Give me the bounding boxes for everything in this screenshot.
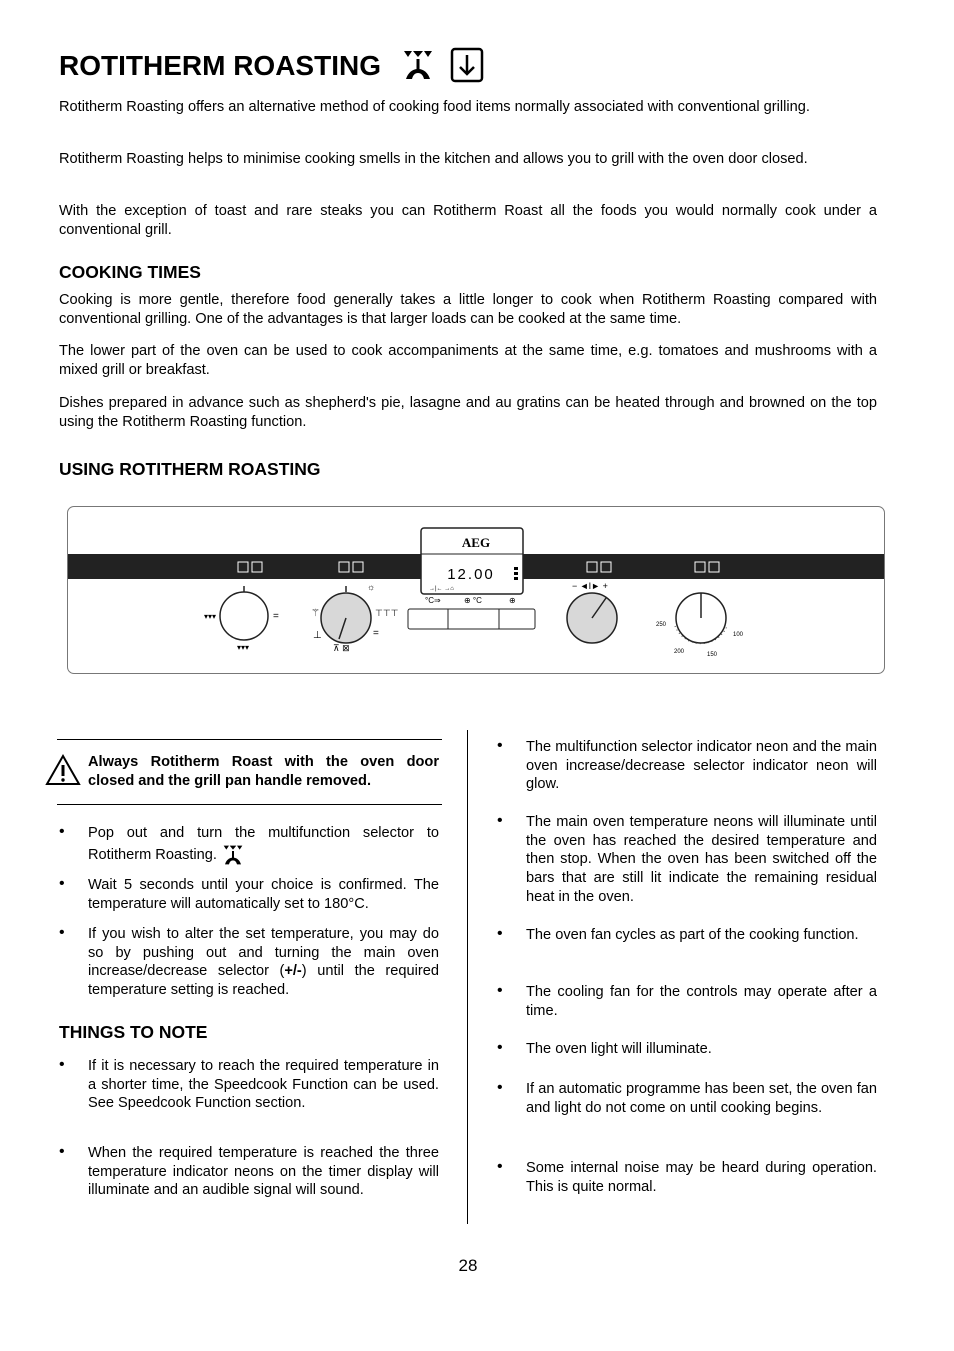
rotitherm-fan-grill-icon (221, 843, 245, 867)
column-divider (467, 730, 468, 1224)
list-item: • If it is necessary to reach the required temperature in a shorter time, the Speedcook Function can be used. See Speedcook Function section. (59, 1056, 439, 1112)
svg-text:=: = (373, 628, 379, 639)
list-item: • The oven fan cycles as part of the cooking function. (497, 925, 859, 943)
svg-text:☼: ☼ (367, 582, 376, 592)
control-panel-drawing (67, 506, 885, 674)
list-item: • The oven light will illuminate. (497, 1039, 712, 1057)
svg-text:⊕ °C: ⊕ °C (464, 596, 482, 605)
svg-text:⚚: ⚚ (311, 608, 320, 619)
list-item: • Pop out and turn the multifunction selector to Rotitherm Roasting. (88, 824, 439, 867)
plus-minus-label: − ◄I► + (572, 581, 608, 591)
intro-paragraph: Rotitherm Roasting helps to minimise cooking smells in the kitchen and allows you to grill with the oven door closed. (59, 151, 808, 167)
down-arrow-box-icon (450, 47, 484, 83)
page-title: ROTITHERM ROASTING (59, 50, 381, 81)
list-item: • When the required temperature is reached the three temperature indicator neons on the timer display will illuminate and an audible signal will sound. (59, 1143, 439, 1199)
list-item: • The cooling fan for the controls may operate after a time. (497, 982, 877, 1019)
svg-text:°C⇒: °C⇒ (425, 596, 441, 605)
warning-text: Always Rotitherm Roast with the oven door closed and the grill pan handle removed. (88, 754, 439, 789)
rotitherm-fan-grill-icon (400, 47, 436, 83)
cooking-times-paragraph: Cooking is more gentle, therefore food generally takes a little longer to cook when Rotitherm Roasting compared with conventional grilling. One of the advantages is that larger loads can be cooked at the same time. (59, 292, 877, 327)
svg-text:▾▾▾: ▾▾▾ (204, 612, 217, 621)
oven-control-panel-illustration (67, 506, 885, 674)
list-item: • If an automatic programme has been set, the oven fan and light do not come on until cooking begins. (497, 1079, 877, 1116)
display-time: 12.00 (447, 566, 495, 583)
dial-label-200: 200 (674, 649, 685, 655)
warning-box (57, 739, 442, 805)
cooking-times-paragraph: Dishes prepared in advance such as shepherd's pie, lasagne and au gratins can be heated through and browned on the top using the Rotitherm Roasting function. (59, 395, 877, 430)
list-item: • The main oven temperature neons will illuminate until the oven has reached the desired temperature and then stop. When the oven has been switched off the bars that are still lit indicate the remaining residual heat in the oven. (497, 812, 877, 905)
intro-paragraph: Rotitherm Roasting offers an alternative method of cooking food items normally associated with conventional grilling. (59, 99, 810, 115)
list-item: • Wait 5 seconds until your choice is confirmed. The temperature will automatically set to 180°C. (59, 875, 439, 912)
warning-triangle-icon (45, 754, 81, 786)
svg-text:°C: °C (410, 582, 416, 588)
dial-label-150: 150 (707, 652, 718, 658)
svg-text:▾▾▾: ▾▾▾ (237, 643, 250, 652)
cooking-times-paragraph: The lower part of the oven can be used to cook accompaniments at the same time, e.g. tomatoes and mushrooms with a mixed grill or breakfast. (59, 343, 877, 378)
brand-logo: AEG (461, 535, 491, 550)
title-icons (400, 47, 484, 83)
section-heading-cooking-times: COOKING TIMES (59, 262, 201, 282)
svg-text:⊥: ⊥ (313, 630, 322, 641)
list-item: • Some internal noise may be heard during operation. This is quite normal. (497, 1158, 877, 1195)
svg-text:⊕: ⊕ (509, 596, 516, 605)
svg-text:→|← →⌂: →|← →⌂ (429, 586, 454, 592)
section-heading-using: USING ROTITHERM ROASTING (59, 459, 321, 479)
dial-label-250: 250 (656, 622, 667, 628)
svg-text:⊤⊤⊤: ⊤⊤⊤ (375, 608, 399, 618)
dial-label-100: 100 (733, 632, 744, 638)
section-heading-things-to-note: THINGS TO NOTE (59, 1022, 208, 1042)
list-item: • The multifunction selector indicator neon and the main oven increase/decrease selector indicator neon will glow. (497, 737, 877, 793)
intro-paragraph: With the exception of toast and rare steaks you can Rotitherm Roast all the foods you would normally cook under a conventional grill. (59, 203, 877, 238)
page-number: 28 (458, 1256, 478, 1275)
svg-text:=: = (273, 611, 279, 622)
svg-text:⊼ ⊠: ⊼ ⊠ (333, 643, 350, 653)
list-item: • If you wish to alter the set temperature, you may do so by pushing out and turning the main oven increase/decrease selector (+/-) until the required temperature setting is reached. (59, 924, 439, 999)
